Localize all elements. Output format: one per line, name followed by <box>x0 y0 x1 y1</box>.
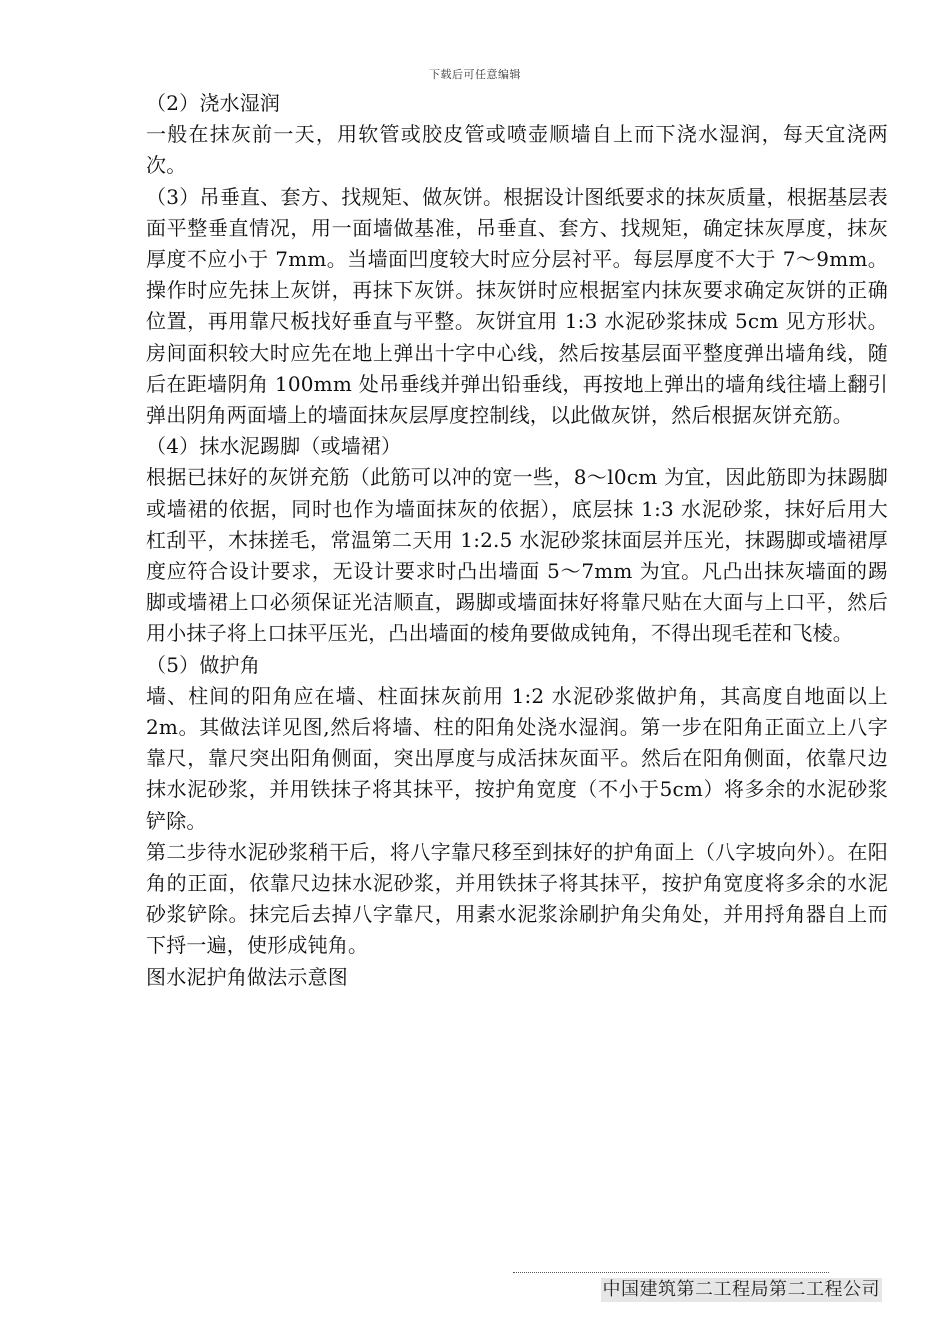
figure-caption: 图水泥护角做法示意图 <box>146 964 348 989</box>
paragraph-corner-guard-step-one: 墙、柱间的阳角应在墙、柱面抹灰前用 1:2 水泥砂浆做护角，其高度自地面以上 2m。其做法详见图,然后将墙、柱的阳角处浇水湿润。第一步在阳角正面立上八字靠尺，靠尺突出阳角侧面，突出厚度与成活抹灰面平。然后在阳角侧面，依靠尺边抹水泥砂浆，并用铁抹子将其抹平，按护角宽度（不小于5cm）将多余的水泥砂浆铲除。 <box>146 683 888 833</box>
paragraph-skirting: 根据已抹好的灰饼充筋（此筋可以冲的宽一些，8～l0cm 为宜，因此筋即为抹踢脚或墙裙的依据，同时也作为墙面抹灰的依据），底层抹 1:3 水泥砂浆，抹好后用大杠刮平，木抹搓毛，常温第二天用 1:2.5 水泥砂浆抹面层并压光，抹踢脚或墙裙厚度应符合设计要求，无设计要求时凸出墙面 5～7mm 为宜。凡凸出抹灰墙面的踢脚或墙裙上口必须保证光洁顺直，踢脚或墙面抹好将靠尺贴在大面与上口平，然后用小抹子将上口抹平压光，凸出墙面的棱角要做成钝角，不得出现毛茬和飞棱。 <box>146 465 888 646</box>
header-note: 下载后可任意编辑 <box>429 68 521 81</box>
footer-divider <box>513 1272 829 1273</box>
paragraph-plumb-and-gauge: （3）吊垂直、套方、找规矩、做灰饼。根据设计图纸要求的抹灰质量，根据基层表面平整垂直情况，用一面墙做基准，吊垂直、套方、找规矩，确定抹灰厚度，抹灰厚度不应小于 7mm。当墙面凹度较大时应分层衬平。每层厚度不大于 7～9mm。操作时应先抹上灰饼，再抹下灰饼。抹灰饼时应根据室内抹灰要求确定灰饼的正确位置，再用靠尺板找好垂直与平整。灰饼宜用 1:3 水泥砂浆抹成 5cm 见方形状。 房间面积较大时应先在地上弹出十字中心线，然后按基层面平整度弹出墙角线，随后在距墙阴角 100mm 处吊垂线并弹出铅垂线，再按地上弹出的墙角线往墙上翻引弹出阴角两面墙上的墙面抹灰层厚度控制线，以此做灰饼，然后根据灰饼充筋。 <box>146 184 888 428</box>
section-heading-skirting: （4）抹水泥踢脚（或墙裙） <box>146 434 402 459</box>
paragraph-corner-guard-step-two: 第二步待水泥砂浆稍干后，将八字靠尺移至到抹好的护角面上（八字坡向外）。在阳角的正面，依靠尺边抹水泥砂浆，并用铁抹子将其抹平，按护角宽度将多余的水泥砂浆铲除。抹完后去掉八字靠尺，用素水泥浆涂刷护角尖角处，并用捋角器自上而下捋一遍，使形成钝角。 <box>146 839 888 958</box>
paragraph-watering: 一般在抹灰前一天，用软管或胶皮管或喷壶顺墙自上而下浇水湿润，每天宜浇两次。 <box>146 122 888 178</box>
footer-company-name: 中国建筑第二工程局第二工程公司 <box>602 1279 880 1300</box>
section-heading-corner-guard: （5）做护角 <box>146 652 260 677</box>
section-heading-watering: （2）浇水湿润 <box>146 91 281 115</box>
document-body <box>146 88 888 993</box>
